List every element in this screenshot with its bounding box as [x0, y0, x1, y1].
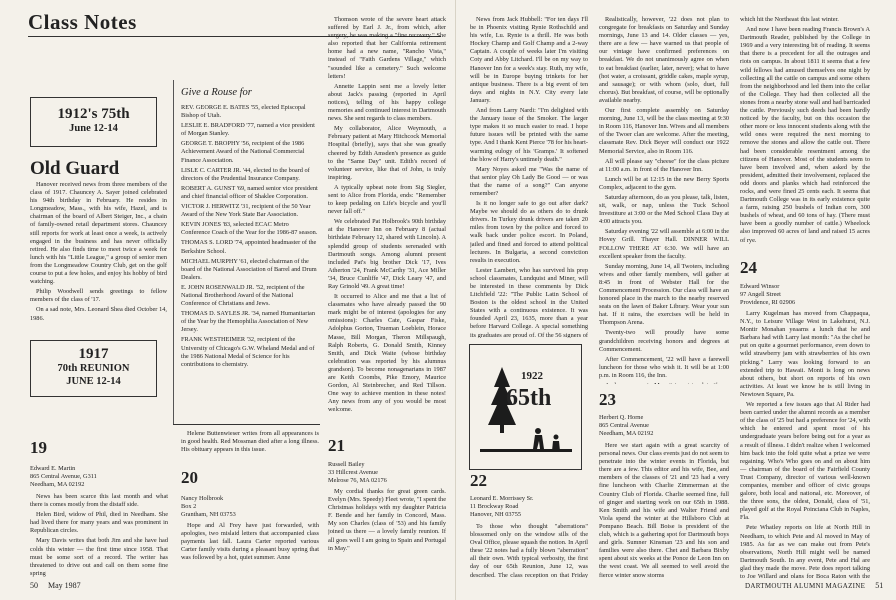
rouse-item: REV. GEORGE E. BATES '55, elected Episcopal Bishop of Utah. — [181, 104, 306, 120]
class-23-p1: Here we start again with a great scarcity of personal news. Our class events just do not seem to penetrate into the winter events in Florida, but there are a few. This editor and his wife, Bee, and members of the classes of '21 and '23 had a very fine luncheon with Charlie Zimmerman at the Country Club of Florida. Charlie seemed fine, full of ginger and starting work on our 65th in 1988. Ken Smith and his wife and Walter Friend and Viola spend the winter at the Hillsboro Club at Pompano Beach. Bill Boise is president of the club, which is a gathering spot for Dartmouth boys and girls. Sumner Kinsman '23 and his son and families were also there. Chet and Barbara Bixby spent about six weeks at the Ponce de Leon Inn on the west coast. We all seemed to well avoid the fierce winter snow storms — [599, 442, 729, 578]
rouse-item: FRANK WESTHEIMER '32, recipient of the University of Chicago's G.W. Wheland Medal and of the 1986 National Medal of Science for his contributions to chemistry. — [181, 336, 315, 368]
col5-p10 — [599, 382, 729, 384]
class-20-cont-p4: A typically upbeat note from Sig Siegler, sent to Alice from Florida, ends: "Remember to keep pedaling on Life's bicycle and you'll never fall off." — [328, 183, 446, 216]
class-20-addr-line: Nancy Holbrook — [181, 495, 224, 502]
class-21-addr-line: 33 Hillcrest Avenue — [328, 469, 378, 477]
class-23-continued — [740, 16, 870, 252]
rouse-item: THOMAS S. LORD '74, appointed headmaster of the Berkshire School. — [181, 239, 317, 255]
class-20-preface — [181, 430, 319, 460]
reunion-1917-line2: 70th REUNION — [57, 363, 130, 374]
rouse-item: GEORGE T. BROPHY '56, recipient of the 1986 Achievement Award of the National Commercial Finance Association. — [181, 140, 305, 164]
class-23-secretary — [599, 414, 653, 438]
class-20-addr-line: Box 2 — [181, 503, 197, 511]
class-23-text — [599, 442, 729, 578]
col5-p1: Realistically, however, '22 does not plan to congregate for breakfasts on Saturday and Sunday mornings, June 13 and 14. Older classes — yes, there are a few — have warned us that people of our vintage have confirmed preferences on breakfast. We do not unanimously agree on when to eat breakfast (earlier, later, never); what to have (hot water, a croissant, griddle cakes, maple syrup, and sausage); or with whom (solo, duet, full chorus). But breakfast, of course, will be optionally available nearby. — [599, 16, 729, 104]
rouse-title: Give a Rouse for — [181, 87, 252, 98]
class-19-p2: Helen Bird, widow of Phil, died in Needham. She had lived there for many years and was prominent in Republican circles. — [30, 511, 168, 535]
rouse-item: MICHAEL MURPHY '61, elected chairman of the board of the National Association of Barrel and Drum Dealers. — [181, 257, 317, 281]
class-24-secretary — [740, 283, 795, 307]
class-20-cont-p3: My collaborator, Alice Weymouth, a February patient at Mary Hitchcock Memorial Hospital (briefly), says that she was greatly cheered by Edith Amsden's presence as guide to the "Same Day" unit. Edith's record of volunteer service, like that of John, is truly inspiring. — [328, 125, 446, 181]
class-24-p1: Larry Kugelman has moved from Chappaqua, N.Y., to Leisure Village West in Lakehurst, N.J. Montir Monahan yeaarns a lunch that he and Barbara had with Larry last month: "As the chef he put on quite a gourmet performance, even down to wild strawberry jam with strawberries of his own picking." Larry was looking forward to an extended trip to Hawaii. Monti is long on news about others, but short on reports of his own activities. At least we know he is still living in Newtown Square, Pa. — [740, 310, 870, 398]
rouse-divider — [173, 80, 174, 424]
reunion-logo-1922 — [469, 344, 582, 470]
reunion-1912-line1: 1912's 75th — [57, 106, 130, 122]
rouse-list — [181, 104, 319, 422]
class-22-text — [470, 523, 588, 578]
class-21-continued — [470, 16, 588, 338]
col4-p3: Mary Noyes asked me "Was the name of that senior play Oh Lady Be Good — or was that the name of a song?" Can anyone remember? — [470, 165, 588, 197]
col4-p4: Is it no longer safe to go out after dark? Maybe we should do as others do to drunk drivers. In Turkey drunk drivers are taken 20 miles from town by the police and forced to walk back under police escort. In Poland, jailed and fined and forced to attend political lectures. In Bulgaria, a second conviction results in execution. — [470, 200, 588, 264]
rouse-bottom-rule — [173, 424, 320, 425]
class-19-secretary — [30, 465, 97, 489]
left-footer — [30, 581, 81, 590]
class-number-24: 24 — [740, 258, 757, 277]
class-21-addr-line: Russell Bailey — [328, 461, 365, 468]
col5-p3: All will please say "cheese" for the class picture at 11:00 a.m. in front of the Hanover Inn. — [599, 157, 729, 173]
class-20-cont-p6: It occurred to Alice and me that a list of classmates who have already passed the 90 mark might be of interest (apologies for any omissions): Charles Cate, Gaspar Fiske, Adolphus Gorton, Trueman Loeblein, Horace Masse, Bill Morgan, Theron Millspaugh, Ralph Roberts, G. Donald Smith, Kinney Smith, and Dick Waite (whose birthday celebration was reported by his alumnus grandson). To become nonagenarians in 1987 are Keith Coombs, Pike Emory, Maurice Gordon, Al Steinbrecher, and Red Tillson. One way to achieve mention in these notes! Any news from any of you would be most welcome. — [328, 293, 446, 414]
class-24-p2: We reported a few issues ago that Al Rider had been carried under the alumni records as a member of the class of '25 but had a preference for '24, with which he entered and spent most of his undergraduate years before being out for a year as a result of illness. I didn't realize when I welcomed him back into the fold quite what a prize we were regaining. Who's Who goes on and on about him — chairman of the board of the Fairfield County Trust Company, director of various well-known companies, member and officer of civic groups galore, both local and national, etc. Moreover, of the three sons, the oldest, Donald, class of '51, played golf at the Royal Poinciana Club in Naples, Fla. — [740, 401, 870, 522]
class-20-text — [181, 522, 319, 578]
rouse-item: E. JOHN ROSENWALD JR. '52, recipient of the National Brotherhood Award of the National Conference of Christians and Jews. — [181, 283, 305, 308]
class-22-addr-line: Leonard E. Morrissey Sr. — [470, 495, 534, 502]
class-number-21: 21 — [328, 436, 345, 455]
class-20-cont-p1: Thomson wrote of the severe heart attack suffered by Earl J. Jr., from which, after surgery, he was making a "fine recovery." She also reported that her California retirement home had a new name, "Rancho Vista," instead of "Faith Gardens Village," which "sounded like a cemetery." Such welcome letters! — [328, 16, 446, 80]
class-22-secretary — [470, 495, 533, 519]
rouse-item: ROBERT A. GUNST '69, named senior vice president and chief financial officer of Shaklee Corporation. — [181, 184, 318, 200]
logo-year: 1922 — [521, 370, 543, 382]
col5-p5: Saturday afternoon, do as you please, talk, listen, sit, walk, or nap, unless the Tuck School Investiture at 3:00 or the Med School Class Day at 4:00 attracts you. — [599, 193, 729, 226]
left-page-number: 50 — [30, 581, 38, 590]
rouse-item: VICTOR J. HERWITZ '31, recipient of the 50 Year Award of the New York State Bar Association. — [181, 203, 311, 219]
class-20-cont-p5: We celebrated Pat Holbrook's 90th birthday at the Hanover Inn on February 8 (actual birthdate February 12, shared with Lincoln). A splendid group of students serenaded with Dartmouth songs. Among alumni present included Pat's big brother Dick '17, Ives Atherton '24, Frank McCarthy '31, Ace Miller '34, Bruce Cunliffe '47, Dick Leary '47, and Ray Grinold '49. A great time! — [328, 218, 446, 290]
logo-anniversary: 65th — [506, 385, 552, 411]
page-title: Class Notes — [28, 10, 137, 34]
col5-p8: Twenty-two will proudly have some grandchildren receiving honors and degrees at Commencement. — [599, 329, 729, 353]
class-23-addr-line: Herbert Q. Horne — [599, 414, 644, 421]
rouse-item: LESLIE E. BRADFORD '77, named a vice president of Morgan Stanley. — [181, 122, 315, 138]
class-21-addr-line: Melrose 76, MA 02176 — [328, 477, 387, 485]
class-24-addr-line: 97 Angell Street — [740, 291, 781, 299]
class-number-23: 23 — [599, 390, 616, 409]
rouse-item: LISLE C. CARTER JR. '44, elected to the board of directors of the Prudential Insurance Company. — [181, 166, 310, 182]
class-23-addr-line: 865 Central Avenue — [599, 422, 649, 430]
reunion-1912-line2: June 12-14 — [69, 123, 118, 134]
class-19-addr-line: Edward E. Martin — [30, 465, 76, 472]
col6-p1: which hit the Northeast this last winter. — [740, 16, 839, 23]
class-22-addr-line: Hanover, NH 03755 — [470, 511, 521, 519]
page-gutter — [455, 0, 456, 600]
reunion-box-1917 — [30, 340, 157, 397]
class-number-22: 22 — [470, 471, 487, 490]
class-21-text — [328, 488, 446, 578]
col4-p1: News from Jack Hubbell: "For ten days I'll be in Phoenix visiting Rynie Rothschild and his wife, Lu. Rynie is a thrill. He was both Hockey Champ and Golf Champ and a 2-way Captain. A couple of weeks later I'm visiting Coty and Abby Litchard. I'll be on my way to Hanover Inn for a week's stay. Ruth, my wife, will be in Europe buying trinkets for her antique business. There is a big event of ten days and nights in N.Y. City every late January. — [470, 16, 588, 104]
old-guard-heading: Old Guard — [30, 158, 120, 179]
class-21-p1: My cordial thanks for great green cards. Evelyn (Mrs. Speedy) Fleet wrote, "I spent the Christmas holidays with my daughter Patricia F. Bende and her family in Concord, Mass. My son Charles (class of '53) and his family joined us there — a lovely family reunion. If all goes well I am going to Spain and Portugal in May." — [328, 488, 446, 552]
class-19-addr-line: 865 Central Avenue, G311 — [30, 473, 97, 481]
class-19-addr-line: Needham, MA 02192 — [30, 481, 85, 489]
reunion-1917-line3: JUNE 12-14 — [66, 376, 121, 387]
class-19-p1: News has been scarce this last month and what there is comes mostly from the distaff side. — [30, 493, 168, 509]
col6-p2: And now I have been reading Francis Brown's A Dartmouth Reader, published by the College in 1969 and a very interesting bit of reading. It seems that there is a precedent for all the outrages and riots on campus. In about 1811 it seems that a few wild fellows had amused themselves one night by collecting all the cattle on campus and some others from the neighborhood and led them into the cellar of the College. They had then collected all the stones from a nearby stone wall and had barricaded the cattle. Previously such deeds had been hardly noticed by the faculty, but on this occasion the other more or less innocent students along with the wild ones were required the next morning to remove the stones and allow the cattle out. There had been considerable resentment among the citizens of Hanover. Most of the students seem to have been involved and, when asked by the president, admitted their involvement, replaced the odd doors and planks which had reinforced the rocks, and were fined 25 cents each. It seems that Dartmouth College was in its early existence quite a farm, raising 250 bushels of Indian corn, 300 bushels of wheat, and 60 tons of hay. (There must have been a goodly number of cattle.) Wheelock also improved 60 acres of land and raised 15 acres of rye. — [740, 26, 870, 244]
class-21-secretary — [328, 461, 387, 485]
old-guard-p1: Hanover received news from three members of the class of 1917. Chauncey A. Sayer joined celebrated his 94th birthday in February. He resides in Longmeadow, Mass., with his wife, Hazel, and is chairman of the board of Albert Steiger, Inc., a chain of family-owned retail department stores. Chauncey still reports for work at least once a week, is actively engaged in the business and has never officially retired. He also finds time to meet twice a week for lunch with his "Little League," a group of senior men from the Longmeadow Country Club, get on the golf course to put a few holes, and enjoy his hobby of bird watching. — [30, 181, 167, 286]
col5-p4: Lunch will be at 12:15 in the new Berry Sports Complex, adjacent to the gym. — [599, 175, 729, 191]
col5-p2: Our first complete assembly on Saturday morning, June 13, will be the class meeting at 9:30 in Room 116, Hanover Inn. Wives and all members of the Twoer clan are welcome. After the meeting, classmate Rev. Dick Beyer will conduct our 1922 Memorial Service, also in Room 116. — [599, 107, 729, 155]
class-number-19: 19 — [30, 438, 47, 457]
class-22-continued — [599, 16, 729, 384]
class-20-secretary — [181, 495, 236, 519]
class-24-text — [740, 310, 870, 578]
col4-p5: Lester Lambert, who has survived his prep school classmates, Lundquist and Miner, will be interested in these comments by Dick Litchfield '22: "The Public Latin School of Boston is the oldest school in the United States with a continuous existence. It was founded April 23, 1635, more than a year before Harvard College. A special something its graduates are proud of. Of the 56 signers of — [470, 266, 588, 338]
right-footer — [745, 581, 883, 590]
col5-p6: Saturday evening '22 will assemble at 6:00 in the Hovey Grill. Thayer Hall. DINNER WILL FOLLOW THERE AT 6:30. We will have an excellent speaker from the faculty. — [599, 228, 729, 260]
class-19-text — [30, 493, 168, 577]
reunion-1917-line1: 1917 — [78, 346, 109, 362]
reunion-box-1912 — [30, 97, 157, 147]
class-24-p3: Pete Whatley reports on life at North Hill in Needham, to which Pete and Al moved in May of 1985. As far as we can make out from Pete's observations, North Hill might well be named Dartmouth South. In any event, Pete and Hal are glad they made the move. Pete does report talking to Joe Willard and plans for Boca Raton with the — [740, 524, 870, 578]
old-guard-p2: Philip Woodwell sends greetings to fellow members of the class of '17. — [30, 288, 167, 304]
class-20-p1: Hope and Al Frey have just forwarded, with apologies, two mislaid letters that accompanied class payments last fall. Laura Carter reported various Carter family visits during a pleasant busy spring that was followed by a hot, quiet summer. Anne — [181, 522, 319, 562]
class-24-addr-line: Providence, RI 02906 — [740, 299, 796, 307]
class-number-20: 20 — [181, 468, 198, 487]
rouse-item: KEVIN JONES '83, selected ECAC Metro Conference Coach of the Year for the 1986-87 season. — [181, 221, 318, 237]
col5-p9: After Commencement, '22 will have a farewell luncheon for those who wish it. It will be at 1:00 p.m. in Room 116, the Inn. — [599, 355, 729, 379]
class-22-p1: To those who thought "aberrations" blossomed only on the window sills of the Oval Office, please squash the notion. In April these '22 notes had a fully blown "aberration" all their own. With typical verbosity, the first day of our 65th Reunion, June 12, was described. The class reception on that Friday — [470, 523, 588, 578]
old-guard-p3: On a sad note, Mrs. Leonard Shea died October 14, 1986. — [30, 306, 167, 322]
col5-p7: Sunday morning, June 14, all Twoters, including wives and other family members, will gather at 8:45 in front of Webster Hall for the Commencement Procession. Our class will have an honored place in the march to the nearby reserved seats on the lawn of Baker Library. Wear your sun hat. If it rains, the exercises will be held in Thompson Arena. — [599, 262, 729, 327]
class-20-continued — [328, 16, 446, 426]
rouse-item: THOMAS D. SAYLES JR. '34, named Humanitarian of the Year by the Hemophilia Association of New Jersey. — [181, 310, 316, 334]
class-20-pre: Helene Buttenwieser writes from all appearances is in good health. Red Mossman died after a long illness. His obituary appears in this issue. — [181, 430, 319, 454]
col4-p2: And from Larry Nardi: "I'm delighted with the January issue of the Smoker. The larger type makes it so much easier to read. I hope future issues will be printed with the same type. And I thank Kent Pierce '78 for his heart-warming eulogy of his 'Gramps.' It softened the blow of Harry's untimely death." — [470, 107, 588, 163]
class-22-addr-line: 11 Brockway Road — [470, 503, 519, 511]
class-20-addr-line: Grantham, NH 03753 — [181, 511, 236, 519]
magazine-name: DARTMOUTH ALUMNI MAGAZINE — [745, 582, 866, 590]
class-19-p3: Mary Davis writes that both Jim and she have had colds this winter — the first time since 1958. That must be some sort of a record. The writer has threatened to drive out and call on them some fine spring — [30, 537, 168, 577]
class-24-addr-line: Edward Winsor — [740, 283, 780, 290]
right-page-number: 51 — [875, 581, 884, 590]
issue-date: May 1987 — [48, 581, 81, 590]
class-23-addr-line: Needham, MA 02192 — [599, 430, 654, 438]
class-20-cont-p2: Annette Lappin sent me a lovely letter about Jack's passing (reported in April notices), telling of his happy college memories and continued interest in Dartmouth news. She sent regards to class members. — [328, 82, 446, 123]
